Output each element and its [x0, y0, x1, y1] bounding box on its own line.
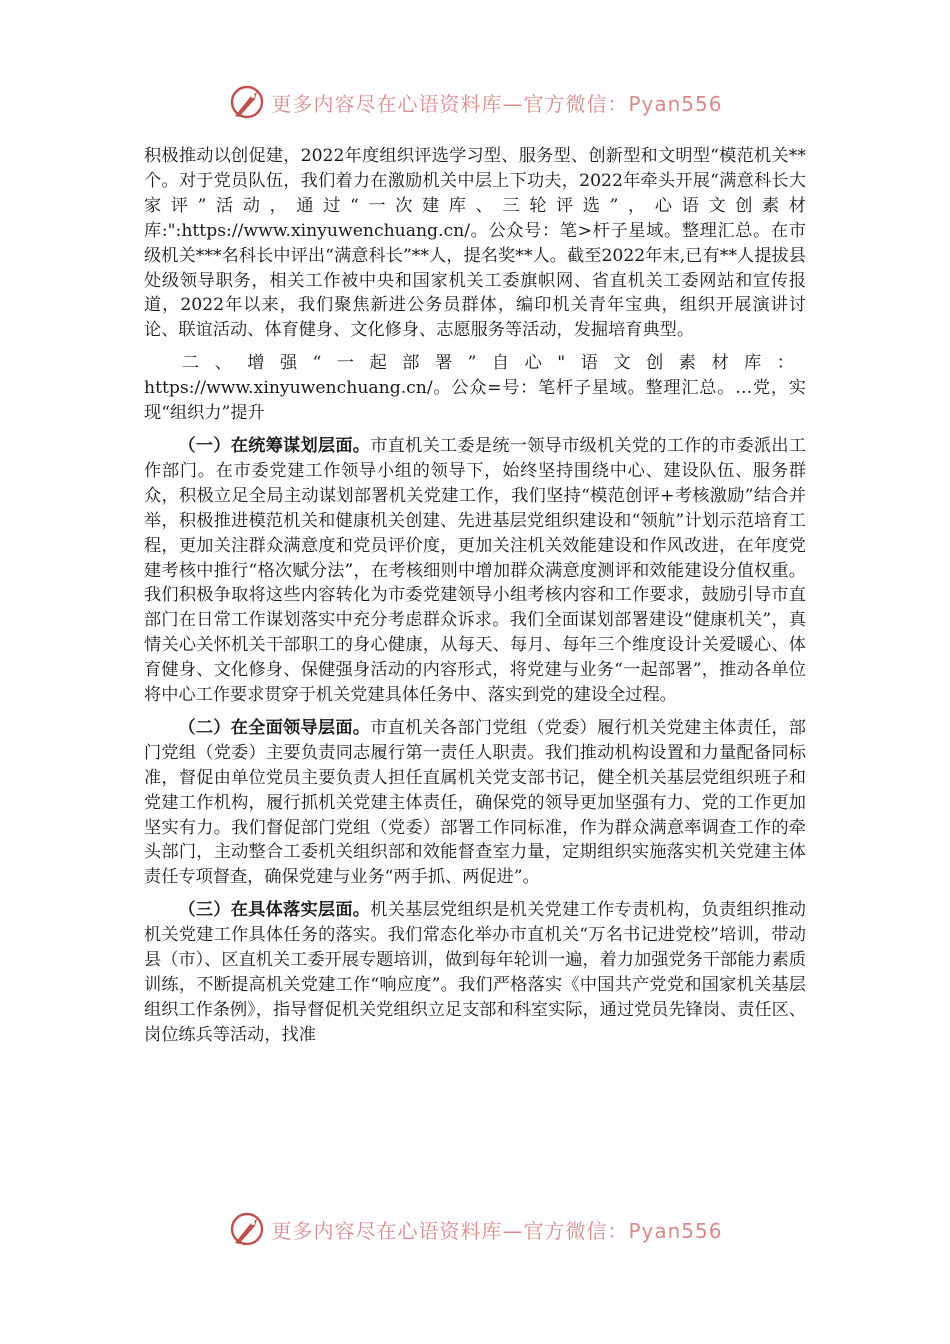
section-2-title: （二）在全面领导层面。 — [178, 717, 371, 738]
section-1-title: （一）在统筹谋划层面。 — [178, 435, 371, 456]
heading-2-rest: https://www.xinyuwenchuang.cn/。公众=号：笔杆子星域。整理汇总。…党，实现“组织力”提升 — [144, 378, 806, 424]
section-2 — [144, 716, 806, 890]
heading-2-lead: 二、增强“一起部署”自心"语文创素材库： — [178, 353, 806, 374]
header-banner — [0, 80, 950, 124]
paragraph-1: 积极推动以创促建，2022年度组织评选学习型、服务型、创新型和文明型“模范机关**个。对于党员队伍，我们着力在激励机关中层上下功夫，2022年牵头开展“满意科长大家评”活动，通过“一次建库、三轮评选”，心语文创素材库:":https://www.xinyuwenchuang.cn/。公众号：笔>杆子星域。整理汇总。在市级机关***名科长中评出“满意科长”**人，提名奖**人。截至2022年末,已有**人提拔县处级领导职务，相关工作被中央和国家机关工委旗帜网、省直机关工委网站和宣传报道，2022年以来，我们聚焦新进公务员群体，编印机关青年宝典，组织开展演讲讨论、联谊活动、体育健身、文化修身、志愿服务等活动，发掘培育典型。 — [144, 146, 806, 341]
section-3-body: 机关基层党组织是机关党建工作专责机构，负责组织推动机关党建工作具体任务的落实。我们常态化举办市直机关“万名书记进党校”培训，带动县（市）、区直机关工委开展专题培训，做到每年轮训一遍，着力加强党务干部能力素质训练，不断提高机关党建工作“响应度”。我们严格落实《中国共产党党和国家机关基层组织工作条例》，指导督促机关党组织立足支部和科室实际，通过党员先锋岗、责任区、岗位练兵等活动，找准 — [144, 900, 806, 1045]
section-3 — [144, 898, 806, 1047]
document-body — [144, 144, 806, 1048]
section-1 — [144, 434, 806, 708]
section-3-title: （三）在具体落实层面。 — [178, 900, 371, 921]
heading-2 — [144, 351, 806, 426]
pen-nib-circle-icon — [227, 82, 267, 122]
pen-nib-circle-icon — [227, 1209, 267, 1249]
section-1-body: 市直机关工委是统一领导市级机关党的工作的市委派出工作部门。在市委党建工作领导小组的领导下，始终坚持围绕中心、建设队伍、服务群众，积极立足全局主动谋划部署机关党建工作，我们坚持“模范创评+考核激励”结合并举，积极推进模范机关和健康机关创建、先进基层党组织建设和“领航”计划示范培育工程，更加关注群众满意度和党员评价度，更加关注机关效能建设和作风改进，在年度党建考核中推行“格次赋分法”，在考核细则中增加群众满意度测评和效能建设分值权重。我们积极争取将这些内容转化为市委党建领导小组考核内容和工作要求，鼓励引导市直部门在日常工作谋划落实中充分考虑群众诉求。我们全面谋划部署建设“健康机关”，真情关心关怀机关干部职工的身心健康，从每天、每月、每年三个维度设计关爱暖心、体育健身、文化修身、保健强身活动的内容形式，将党建与业务“一起部署”，推动各单位将中心工作要求贯穿于机关党建具体任务中、落实到党的建设全过程。 — [144, 435, 806, 706]
footer-banner — [0, 1207, 950, 1251]
banner-text: 更多内容尽在心语资料库—官方微信：Pyan556 — [271, 1218, 723, 1243]
banner-text: 更多内容尽在心语资料库—官方微信：Pyan556 — [271, 91, 723, 116]
section-2-body: 市直机关各部门党组（党委）履行机关党建主体责任，部门党组（党委）主要负责同志履行第一责任人职责。我们推动机构设置和力量配备同标准，督促由单位党员主要负责人担任直属机关党支部书记，健全机关基层党组织班子和党建工作机构，履行抓机关党建主体责任，确保党的领导更加坚强有力、党的工作更加坚实有力。我们督促部门党组（党委）部署工作同标准，作为群众满意率调查工作的牵头部门，主动整合工委机关组织部和效能督查室力量，定期组织实施落实机关党建主体责任专项督查，确保党建与业务“两手抓、两促进”。 — [144, 717, 806, 888]
